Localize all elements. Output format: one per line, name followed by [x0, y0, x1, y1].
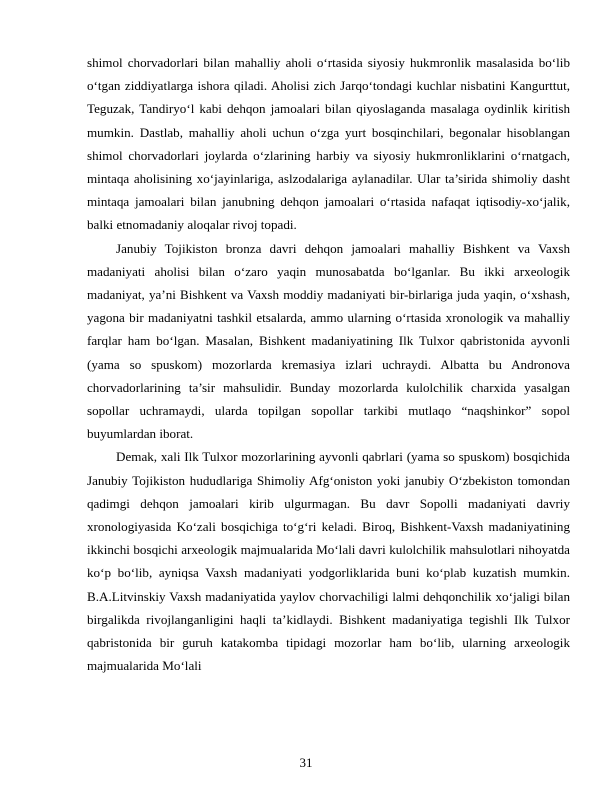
paragraph-demak: Demak, xali Ilk Tulxor mozorlarining ayvonli qabrlari (yama so spuskom) bosqichida Janubiy Tojikiston hududlariga Shimoliy Afg‘oniston yoki janubiy O‘zbekiston tomondan qadimgi dehqon jamoalari kirib ulgurmagan. Bu davr Sopolli madaniyati davriy xronologiyasida Ko‘zali bosqichiga to‘g‘ri keladi. Biroq, Bishkent-Vaxsh madaniyatining ikkinchi bosqichi arxeologik majmualarida Mo‘lali davri kulolchilik mahsulotlari nihoyatda ko‘p bo‘lib, ayniqsa Vaxsh madaniyati yodgorliklarida buni ko‘plab kuzatish mumkin. B.A.Litvinskiy Vaxsh madaniyatida yaylov chorvachiligi lalmi dehqonchilik xo‘jaligi bilan birgalikda rivojlanganligini haqli ta’kidlaydi. Bishkent madaniyatiga tegishli Ilk Tulxor qabristonida bir guruh katakomba tipidagi mozorlar ham bo‘lib, ularning arxeologik majmualarida Mo‘lali	[87, 449, 570, 674]
paragraph-janubiy-tojikiston: Janubiy Tojikiston bronza davri dehqon jamoalari mahalliy Bishkent va Vaxsh madaniyati aholisi bilan o‘zaro yaqin munosabatda bo‘lganlar. Bu ikki arxeologik madaniyat, ya’ni Bishkent va Vaxsh moddiy madaniyati bir-birlariga juda yaqin, o‘xshash, yagona bir madaniyatni tashkil etsalarda, ammo ularning o‘rtasida xronologik va mahalliy farqlar ham bo‘lgan. Masalan, Bishkent madaniyatining Ilk Tulxor qabristonida ayvonli (yama so spuskom) mozorlarda kremasiya izlari uchraydi. Albatta bu Andronova chorvadorlarining ta’sir mahsulidir. Bunday mozorlarda kulolchilik charxida yasalgan sopollar uchramaydi, ularda topilgan sopollar tarkibi mutlaqo “naqshinkor” sopol buyumlardan iborat.	[87, 240, 570, 442]
paragraph-continued: shimol chorvadorlari bilan mahalliy aholi o‘rtasida siyosiy hukmronlik masalasida bo‘lib o‘tgan ziddiyatlarga ishora qiladi. Aholisi zich Jarqo‘tondagi kuchlar nisbatini Kangurttut, Teguzak, Tandiryo‘l kabi dehqon jamoalari bilan qiyoslaganda masalaga oydinlik kiritish mumkin. Dastlab, mahalliy aholi uchun o‘zga yurt bosqinchilari, begonalar hisoblangan shimol chorvadorlari joylarda o‘zlarining harbiy va siyosiy hukmronliklarini o‘rnatgach, mintaqa aholisining xo‘jayinlariga, aslzodalariga aylanadilar. Ular ta’sirida shimoliy dasht mintaqa jamoalari bilan janubning dehqon jamoalari o‘rtasida nafaqat iqtisodiy-xo‘jalik, balki etnomadaniy aloqalar rivoj topadi.	[87, 55, 570, 233]
page-body	[87, 51, 570, 677]
page-number: 31	[299, 755, 313, 770]
